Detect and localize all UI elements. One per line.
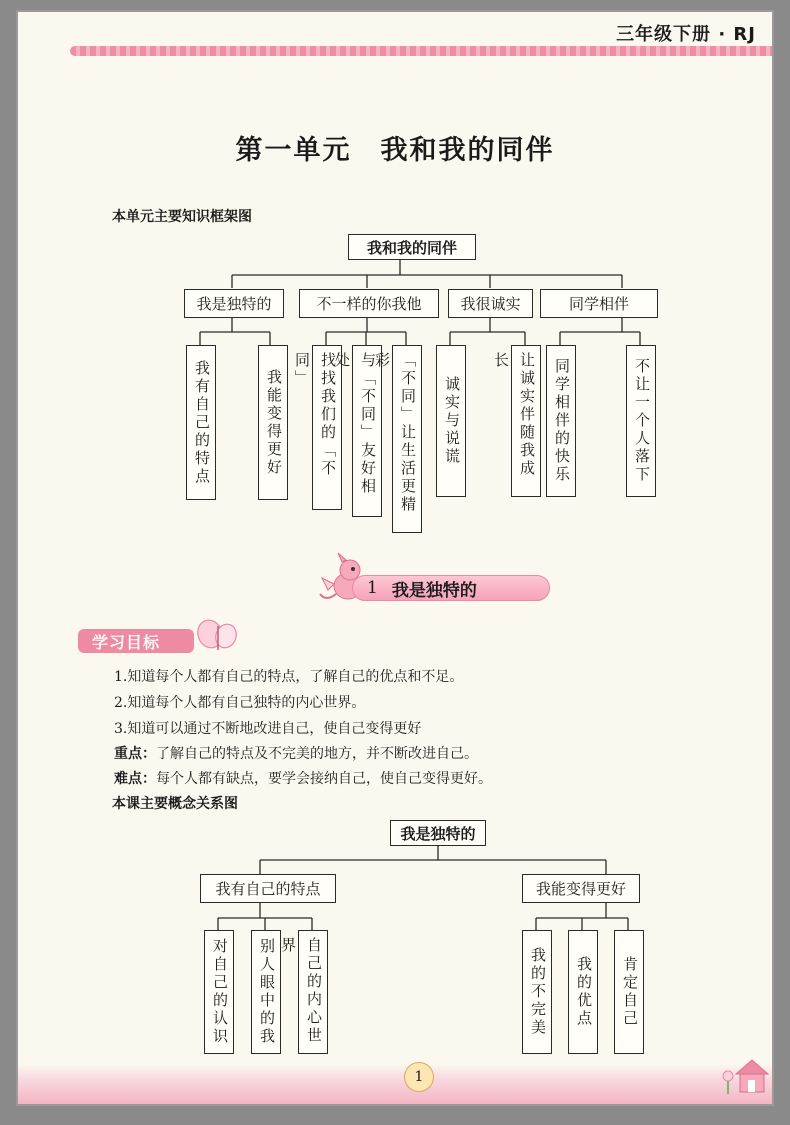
key-point: 重点：了解自己的特点及不完美的地方，并不断改进自己。 [114,746,478,762]
lesson-leaf: 我的优点 [568,930,598,1054]
unit-branch-4: 同学相伴 [540,289,658,318]
unit-leaf: 找找我们的「不同」 [312,345,342,510]
difficult-point: 难点：每个人都有缺点，要学会接纳自己，使自己变得更好。 [114,771,492,787]
unit-title: 第一单元 我和我的同伴 [235,135,555,166]
goal-badge: 学习目标 [78,629,194,653]
unit-leaf: 让诚实伴随我成长 [511,345,541,497]
lesson-leaf: 肯定自己 [614,930,644,1054]
unit-branch-3: 我很诚实 [448,289,533,318]
lesson-leaf: 自己的内心世界 [298,930,328,1054]
unit-leaf: 诚实与说谎 [436,345,466,497]
house-flower-icon [718,1054,774,1098]
lesson-leaf: 别人眼中的我 [251,930,281,1054]
unit-leaf: 我有自己的特点 [186,345,216,500]
lesson-title: 我是独特的 [391,580,477,601]
lesson-leaf: 对自己的认识 [204,930,234,1054]
lesson-branch-2: 我能变得更好 [522,874,640,903]
unit-branch-1: 我是独特的 [184,289,284,318]
lesson-branch-1: 我有自己的特点 [200,874,336,903]
unit-map-root: 我和我的同伴 [348,234,476,260]
unit-branch-2: 不一样的你我他 [299,289,439,318]
page-number: 1 [404,1062,434,1092]
lesson-leaf: 我的不完美 [522,930,552,1054]
grade-header: 三年级下册 · RJ [616,24,756,45]
goal-item: 1.知道每个人都有自己的特点，了解自己的优点和不足。 [114,669,464,685]
goal-item: 2.知道每个人都有自己独特的内心世界。 [114,695,366,711]
unit-leaf: 「不同」让生活更精彩 [392,345,422,533]
lesson-map-root: 我是独特的 [390,820,486,846]
lesson-banner [352,575,550,601]
unit-leaf: 我能变得更好 [258,345,288,500]
unit-leaf: 与「不同」友好相处 [352,345,382,517]
unit-map-label: 本单元主要知识框架图 [112,209,252,225]
footer-band [18,1064,772,1104]
butterfly-icon [196,616,240,656]
lesson-map-label: 本课主要概念关系图 [112,796,238,812]
lesson-number: 1 [367,578,378,598]
unit-leaf: 不让一个人落下 [626,345,656,497]
unit-leaf: 同学相伴的快乐 [546,345,576,497]
textbook-page [16,10,774,1106]
unit-map-connectors [18,12,774,1106]
goal-item: 3.知道可以通过不断地改进自己，使自己变得更好 [114,721,422,737]
